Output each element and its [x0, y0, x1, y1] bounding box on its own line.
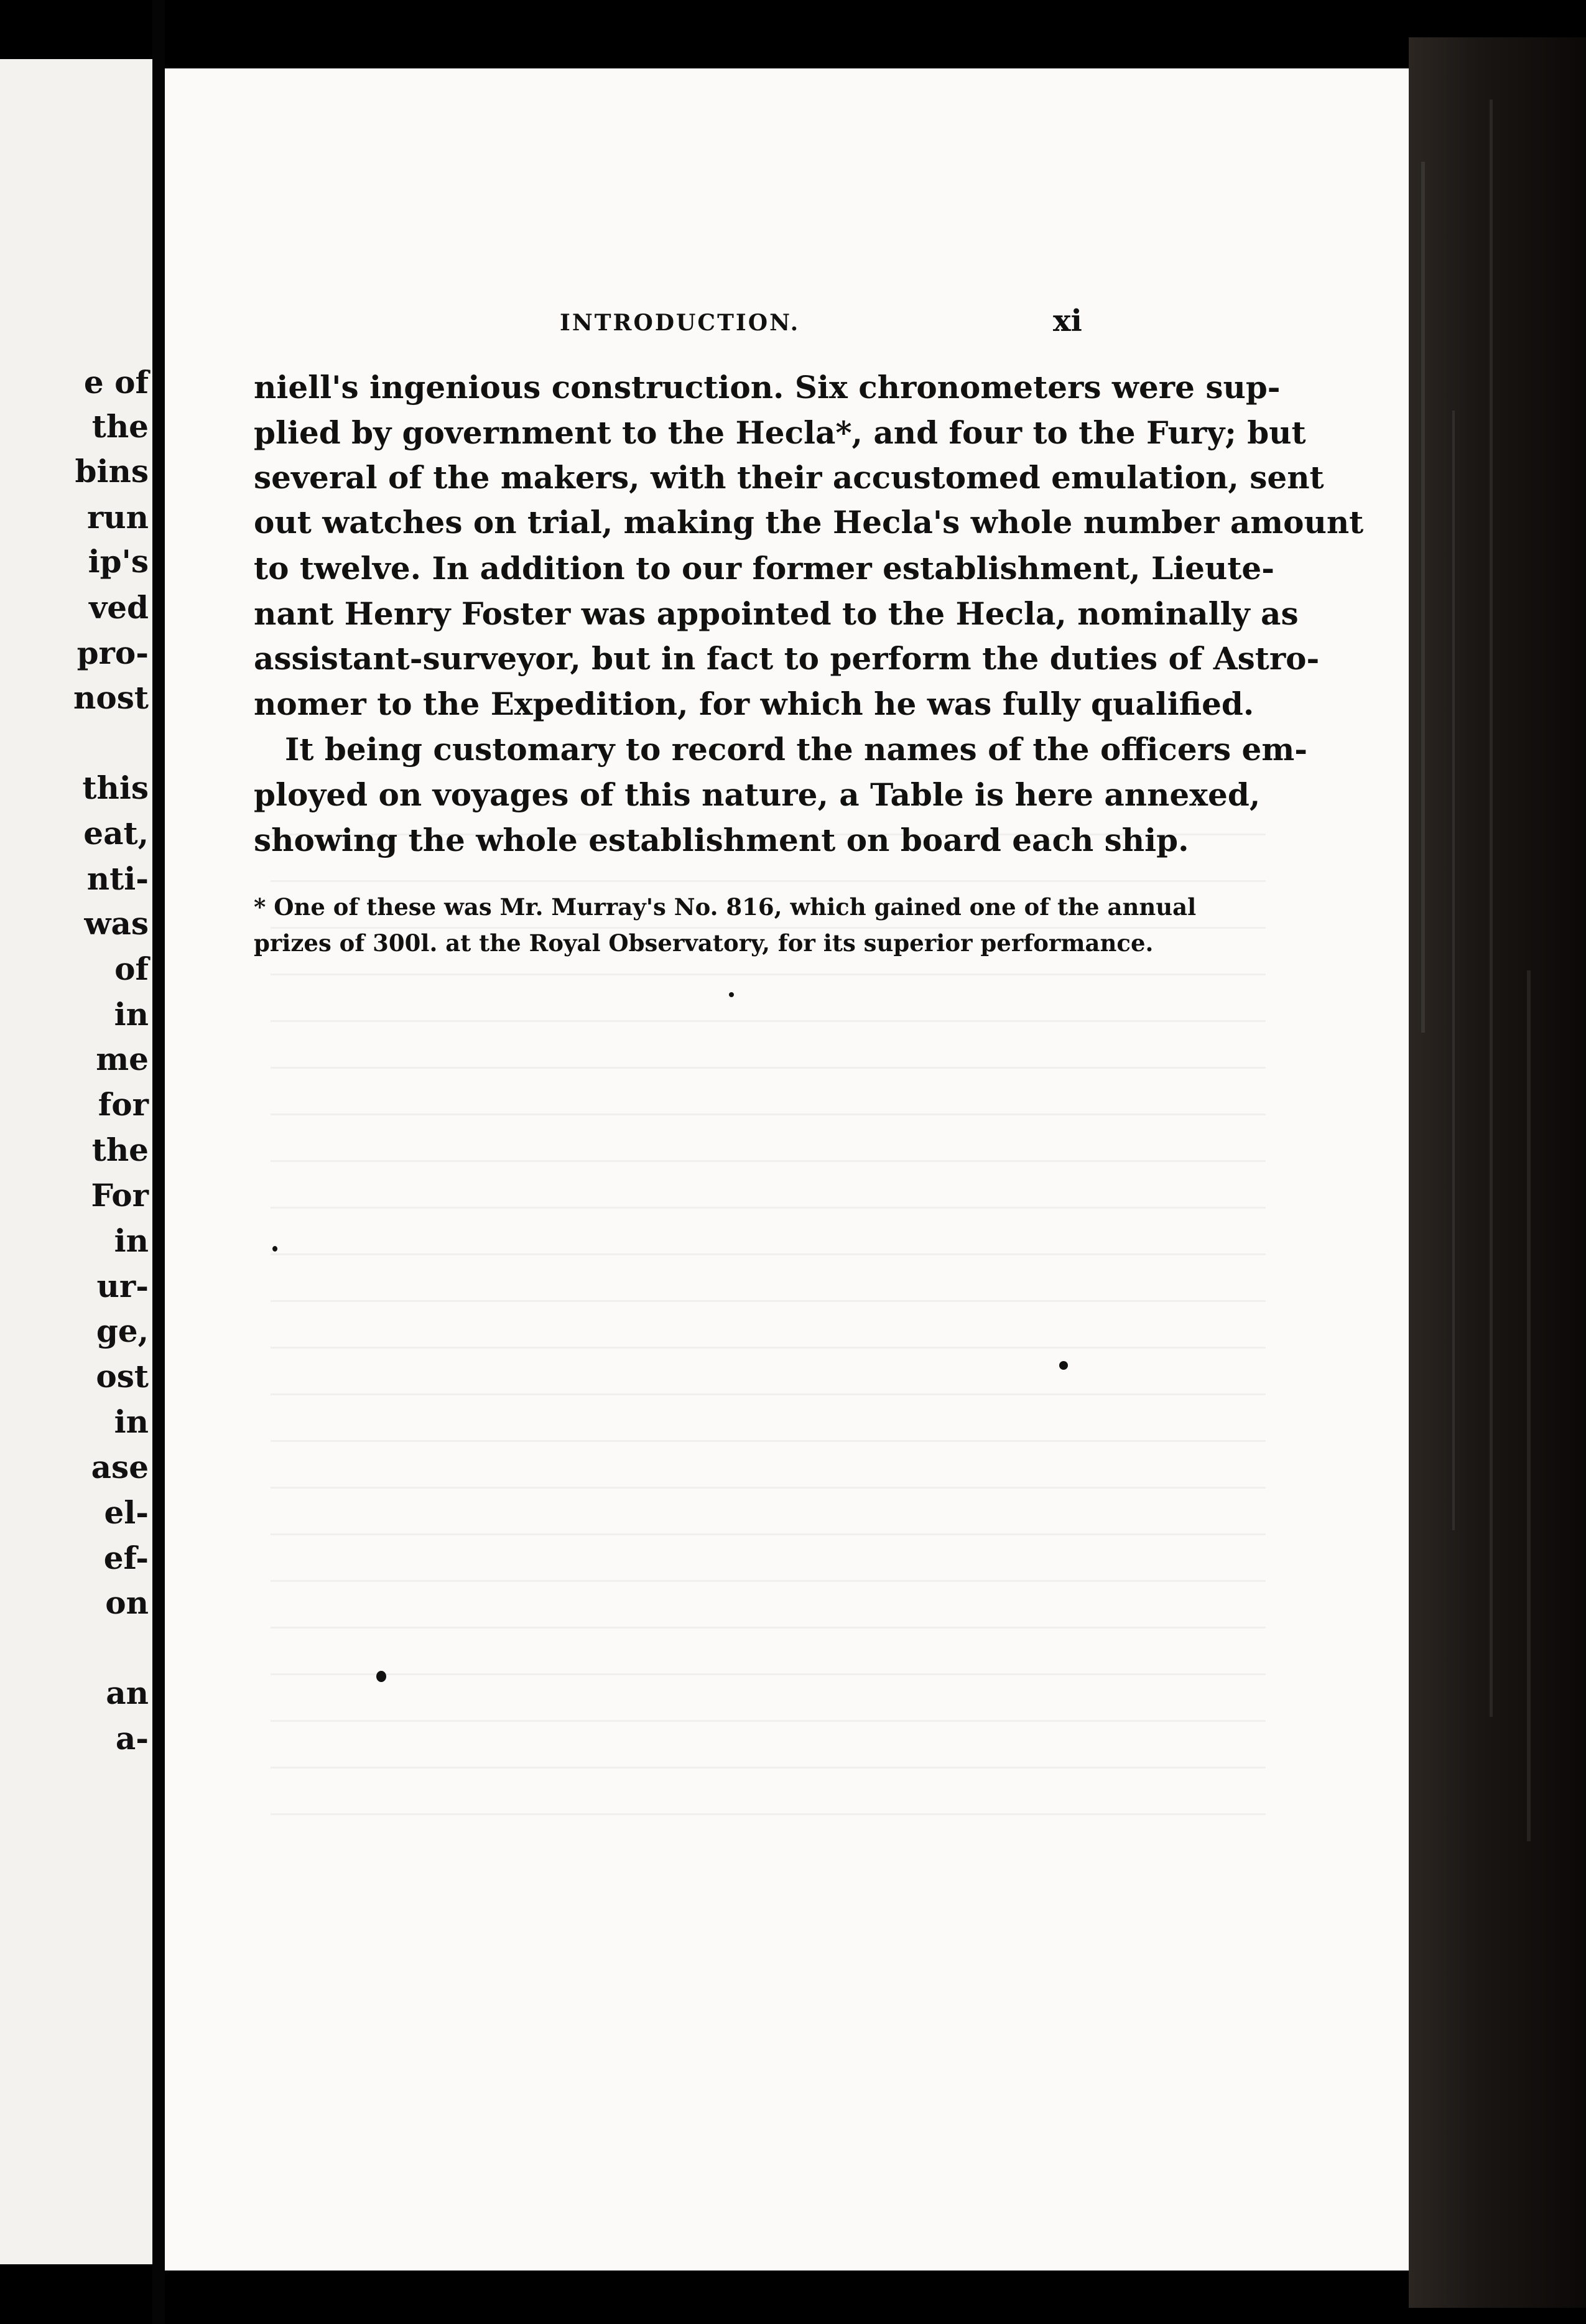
left-fragment: an	[106, 1675, 149, 1711]
left-fragment: me	[96, 1041, 149, 1077]
left-fragment: in	[114, 996, 149, 1033]
body-line: to twelve. In addition to our former establishment, Lieute-	[254, 550, 1274, 587]
left-fragment: in	[114, 1403, 149, 1440]
body-line: showing the whole establishment on board each ship.	[254, 822, 1189, 858]
left-fragment: was	[84, 905, 149, 942]
ink-speck	[376, 1671, 386, 1682]
left-fragment: the	[91, 1132, 149, 1168]
left-fragment: ip's	[88, 543, 149, 580]
footnote-line: prizes of 300l. at the Royal Observatory, for its superior performance.	[254, 929, 1154, 957]
left-fragment: ase	[91, 1449, 149, 1485]
ink-speck	[729, 992, 734, 997]
body-line: ployed on voyages of this nature, a Table is here annexed,	[254, 776, 1261, 813]
edge-streak	[1421, 162, 1425, 1033]
left-fragment: ost	[96, 1358, 149, 1395]
page	[165, 68, 1409, 2271]
left-fragment: the	[91, 408, 149, 445]
body-line: niell's ingenious construction. Six chronometers were sup-	[254, 369, 1281, 406]
bleed-through-texture	[271, 834, 1266, 1829]
ink-speck	[272, 1246, 277, 1252]
left-fragment: run	[86, 499, 149, 536]
running-head: INTRODUCTION.	[560, 310, 800, 336]
page-gutter	[152, 0, 165, 2324]
left-fragment: el-	[104, 1494, 149, 1531]
book-edge	[1409, 37, 1586, 2308]
left-fragment: bins	[75, 453, 149, 490]
left-fragment: ved	[89, 589, 149, 626]
left-fragment: ge,	[96, 1313, 149, 1349]
body-line: several of the makers, with their accustomed emulation, sent	[254, 459, 1324, 496]
left-fragment: for	[98, 1086, 149, 1123]
footnote-line: * One of these was Mr. Murray's No. 816, which gained one of the annual	[254, 893, 1197, 921]
body-line: It being customary to record the names of the officers em-	[285, 731, 1308, 768]
left-fragment: of	[114, 951, 149, 987]
left-fragment: For	[91, 1177, 149, 1214]
left-fragment: eat,	[83, 815, 149, 852]
left-page-fragment	[0, 59, 152, 2264]
ink-speck	[1059, 1361, 1068, 1370]
left-fragment: a-	[115, 1720, 149, 1757]
left-fragment: on	[105, 1584, 149, 1621]
left-fragment: ur-	[96, 1268, 149, 1304]
left-fragment: in	[114, 1222, 149, 1259]
page-number: xi	[1053, 304, 1082, 338]
body-line: assistant-surveyor, but in fact to perform the duties of Astro-	[254, 640, 1320, 677]
body-line: out watches on trial, making the Hecla's whole number amount	[254, 504, 1364, 541]
edge-streak	[1490, 100, 1493, 1717]
left-fragment: ef-	[103, 1540, 149, 1576]
body-line: nant Henry Foster was appointed to the Hecla, nominally as	[254, 595, 1299, 632]
left-fragment: pro-	[77, 634, 149, 671]
body-line: nomer to the Expedition, for which he was fully qualified.	[254, 686, 1254, 722]
left-fragment: this	[82, 769, 149, 806]
left-fragment: nti-	[86, 860, 149, 897]
body-line: plied by government to the Hecla*, and four to the Fury; but	[254, 414, 1306, 451]
edge-streak	[1527, 970, 1531, 1841]
left-fragment: nost	[73, 679, 149, 716]
left-fragment: e of	[83, 364, 149, 401]
edge-streak	[1452, 411, 1455, 1530]
